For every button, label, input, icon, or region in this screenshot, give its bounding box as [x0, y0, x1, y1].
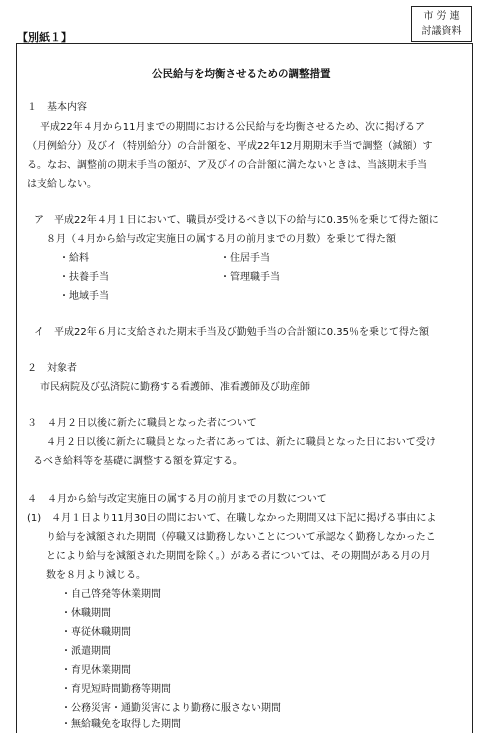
section-4-line-1: (1) ４月１日より11月30日の間において、在職しなかった期間又は下記に掲げる事由によ — [27, 513, 437, 524]
item-i-line: イ 平成22年６月に支給された期末手当及び勤勉手当の合計額に0.35％を乗じて得た額 — [34, 327, 429, 338]
section-2-heading: ２ 対象者 — [27, 363, 77, 374]
reduction-reason-item: ・育児休業期間 — [61, 665, 131, 676]
section-1-line-3: る。なお、調整前の期末手当の額が、ア及びイの合計額に満たないときは、当該期末手当 — [27, 160, 427, 171]
item-a-line-1: ア 平成22年４月１日において、職員が受けるべき以下の給与に0.35％を乗じて得た額に — [34, 215, 439, 226]
section-4-heading: ４ ４月から給与改定実施日の属する月の前月までの月数について — [27, 494, 327, 505]
reduction-reason-item: ・自己啓発等休業期間 — [61, 589, 161, 600]
section-1-line-2: （月例給分）及びイ（特別給分）の合計額を、平成22年12月期期末手当で調整（減額）す — [27, 141, 433, 152]
attachment-label: 【別紙１】 — [17, 31, 72, 44]
allowance-item: ・給料 — [59, 253, 89, 264]
reduction-reason-item: ・公務災害・通勤災害により勤務に服さない期間 — [61, 703, 281, 714]
section-3-heading: ３ ４月２日以後に新たに職員となった者について — [27, 418, 257, 429]
allowance-item: ・地域手当 — [59, 291, 109, 302]
stamp-line-1: 市 労 連 — [423, 11, 460, 22]
reduction-reason-item: ・派遣期間 — [61, 646, 111, 657]
allowance-item: ・扶養手当 — [59, 272, 109, 283]
reduction-reason-item: ・休職期間 — [61, 608, 111, 619]
stamp-line-2: 討議資料 — [421, 26, 462, 37]
section-4-line-2: り給与を減額された期間（停職又は勤務しないことについて承認なく勤務しなかったこ — [46, 532, 436, 543]
allowance-item: ・管理職手当 — [220, 272, 280, 283]
section-1-line-4: は支給しない。 — [27, 179, 97, 190]
document-title: 公民給与を均衡させるための調整措置 — [152, 68, 331, 80]
discussion-material-stamp — [411, 6, 472, 42]
section-3-line-2: るべき給料等を基礎に調整する額を算定する。 — [33, 456, 243, 467]
reduction-reason-item: ・専従休職期間 — [61, 627, 131, 638]
section-1-heading: １ 基本内容 — [27, 102, 87, 113]
section-4-line-4: 数を８月より減じる。 — [46, 570, 146, 581]
item-a-line-2: ８月（４月から給与改定実施日の属する月の前月までの月数）を乗じて得た額 — [46, 234, 396, 245]
section-4-line-3: とにより給与を減額された期間を除く。）がある者については、その期間がある月の月 — [46, 551, 431, 562]
section-2-body: 市民病院及び弘済院に勤務する看護師、准看護師及び助産師 — [40, 382, 310, 393]
section-1-line-1: 平成22年４月から11月までの期間における公民給与を均衡させるため、次に掲げるア — [40, 122, 426, 133]
section-3-line-1: ４月２日以後に新たに職員となった者にあっては、新たに職員となった日において受け — [46, 437, 436, 448]
reduction-reason-item: ・無給職免を取得した期間 — [61, 719, 181, 730]
allowance-item: ・住居手当 — [220, 253, 270, 264]
reduction-reason-item: ・育児短時間勤務等期間 — [61, 684, 171, 695]
